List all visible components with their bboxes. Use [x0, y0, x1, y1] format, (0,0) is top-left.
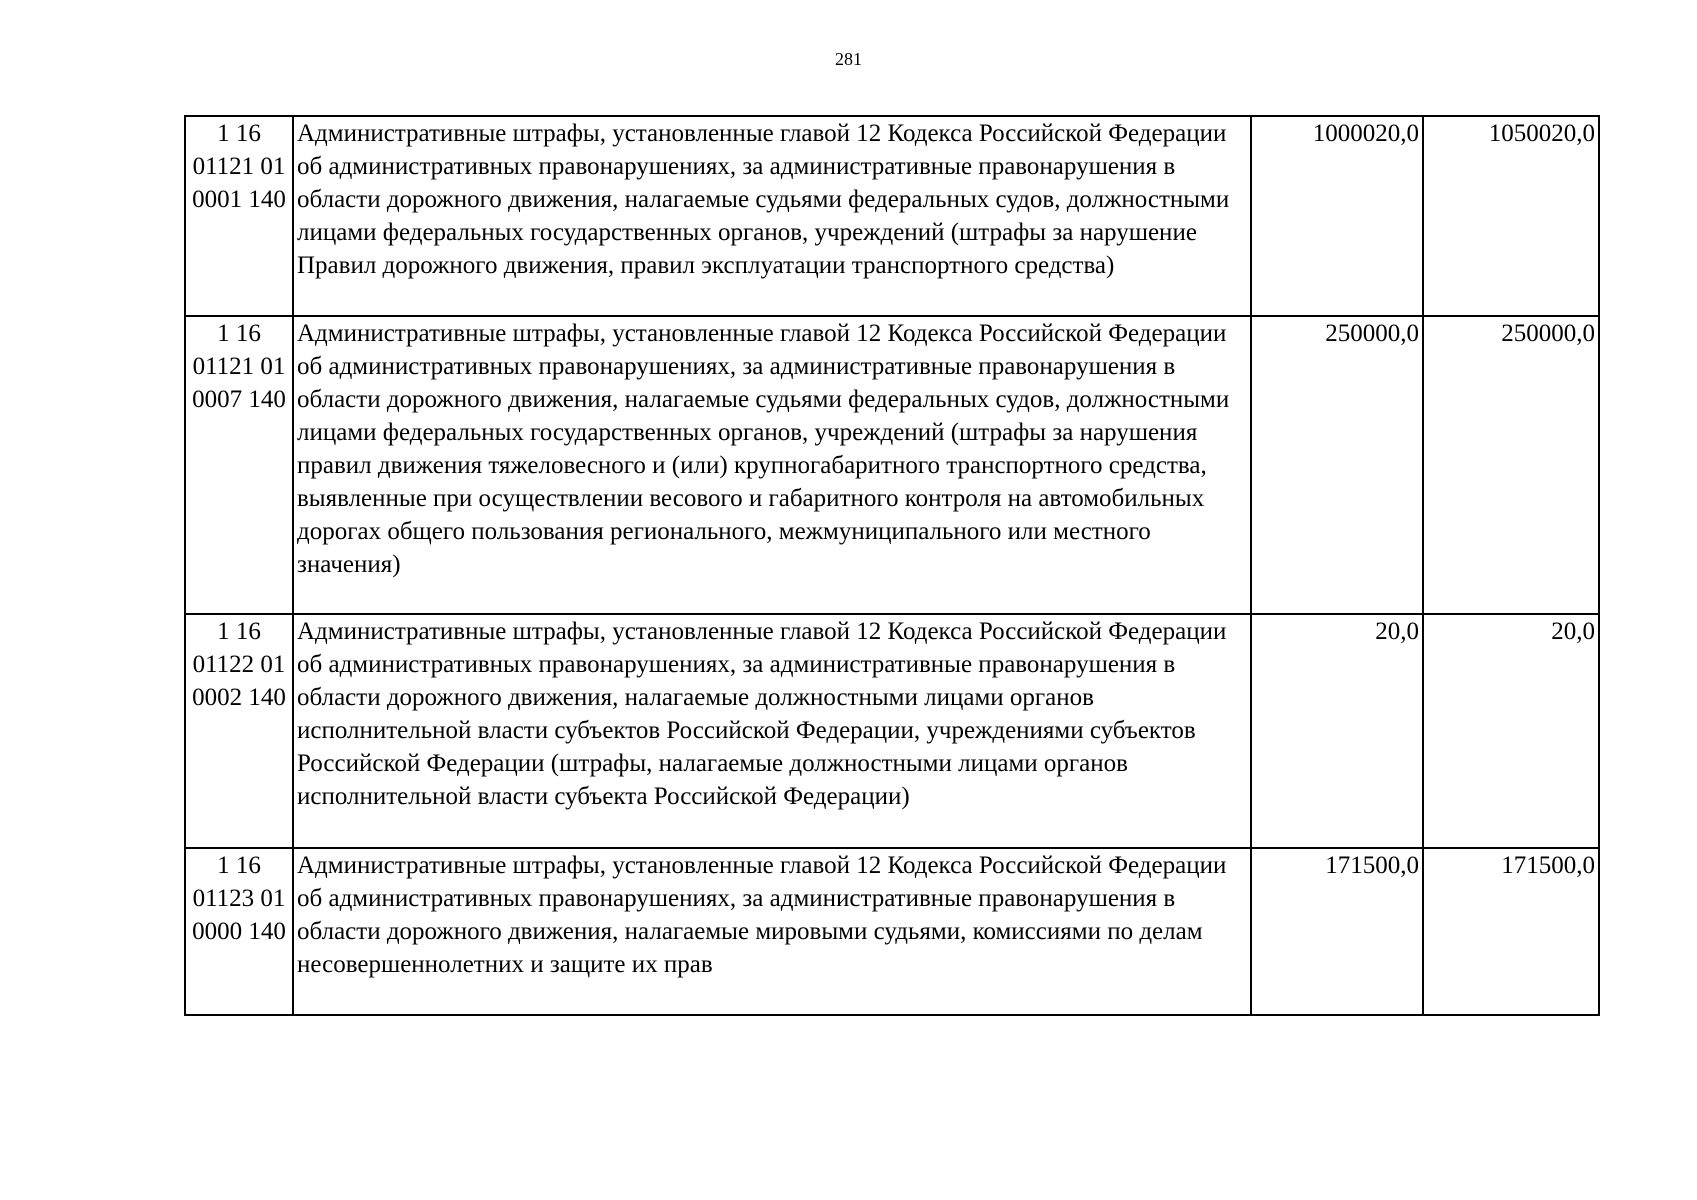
amount-cell-2: 1050020,0: [1423, 116, 1599, 316]
budget-code-cell: 1 16 01121 01 0007 140: [185, 316, 293, 614]
budget-code-cell: 1 16 01121 01 0001 140: [185, 116, 293, 316]
budget-code-cell: 1 16 01123 01 0000 140: [185, 848, 293, 1015]
description-cell: Административные штрафы, установленные главой 12 Кодекса Российской Федерации об административных правонарушениях, за административные правонарушения в области дорожного движения, налагаемые мировыми судьями, комиссиями по делам несовершеннолетних и защите их прав: [293, 848, 1251, 1015]
amount-cell-2: 250000,0: [1423, 316, 1599, 614]
description-cell: Административные штрафы, установленные главой 12 Кодекса Российской Федерации об административных правонарушениях, за административные правонарушения в области дорожного движения, налагаемые судьями федеральных судов, должностными лицами федеральных государственных органов, учреждений (штрафы за нарушения правил движения тяжеловесного и (или) крупногабаритного транспортного средства, выявленные при осуществлении весового и габаритного контроля на автомобильных дорогах общего пользования регионального, межмуниципального или местного значения): [293, 316, 1251, 614]
table-row: [185, 316, 1599, 614]
table-row: [185, 848, 1599, 1015]
amount-cell-1: 250000,0: [1251, 316, 1423, 614]
description-cell: Административные штрафы, установленные главой 12 Кодекса Российской Федерации об административных правонарушениях, за административные правонарушения в области дорожного движения, налагаемые судьями федеральных судов, должностными лицами федеральных государственных органов, учреждений (штрафы за нарушение Правил дорожного движения, правил эксплуатации транспортного средства): [293, 116, 1251, 316]
budget-code-cell: 1 16 01122 01 0002 140: [185, 614, 293, 848]
page-number: 281: [835, 49, 862, 69]
description-cell: Административные штрафы, установленные главой 12 Кодекса Российской Федерации об административных правонарушениях, за административные правонарушения в области дорожного движения, налагаемые должностными лицами органов исполнительной власти субъектов Российской Федерации, учреждениями субъектов Российской Федерации (штрафы, налагаемые должностными лицами органов исполнительной власти субъекта Российской Федерации): [293, 614, 1251, 848]
amount-cell-2: 20,0: [1423, 614, 1599, 848]
budget-table: [184, 115, 1600, 1016]
amount-cell-2: 171500,0: [1423, 848, 1599, 1015]
table-row: [185, 116, 1599, 316]
amount-cell-1: 171500,0: [1251, 848, 1423, 1015]
amount-cell-1: 20,0: [1251, 614, 1423, 848]
table-row: [185, 614, 1599, 848]
amount-cell-1: 1000020,0: [1251, 116, 1423, 316]
